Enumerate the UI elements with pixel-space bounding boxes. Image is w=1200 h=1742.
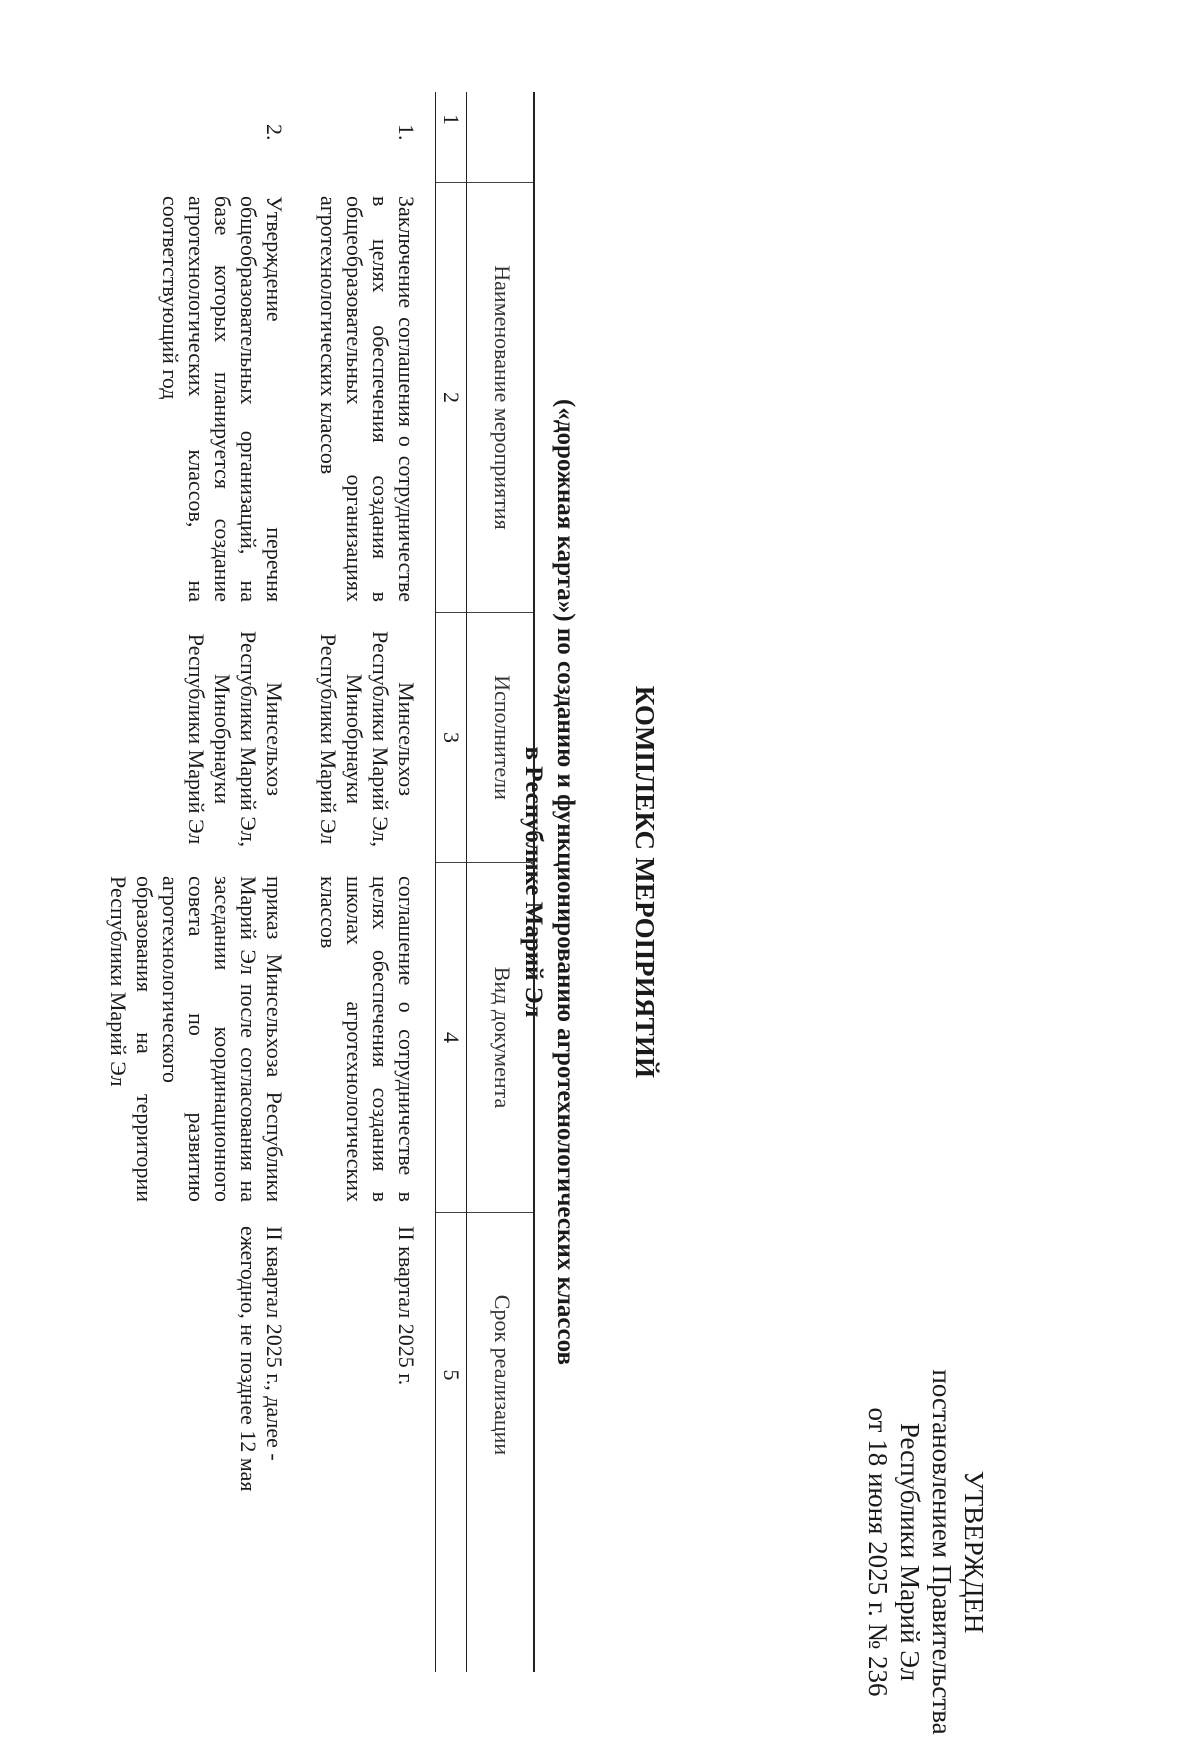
table-row <box>93 92 303 1672</box>
row-number: 1. <box>394 124 419 141</box>
table-column-numbers-row <box>435 92 466 1672</box>
column-number-5: 5 <box>436 1212 466 1537</box>
approval-stamp-block <box>862 1362 990 1742</box>
row-doc-type: соглашение о сотрудничестве в целях обеспечения создания в школах агротехнологических классов <box>316 876 419 1202</box>
approval-line-republic: Республики Марий Эл <box>895 1422 925 1682</box>
measures-table <box>93 92 535 1672</box>
header-cell-term: Срок реализации <box>467 1212 533 1537</box>
approval-title: УТВЕРЖДЕН <box>959 1470 989 1634</box>
row-number: 2. <box>262 124 287 141</box>
column-number-3: 3 <box>436 612 466 862</box>
row-measure-name: Заключение соглашения о сотрудничестве в целях обеспечения создания в общеобразовательных организациях агротехнологических классов <box>316 196 419 602</box>
header-cell-num <box>467 92 533 182</box>
row-doc-type: приказ Минсельхоза Республики Марий Эл после согласования на заседании координационного совета по развитию агротехнологического образования на территории Республики Марий Эл <box>106 876 287 1202</box>
row-term: II квартал 2025 г. <box>394 1226 419 1386</box>
row-measure-name: Утверждение перечня общеобразовательных организаций, на базе которых планируется создание агротехнологических классов, на соответствующий год <box>158 196 287 602</box>
table-row <box>303 92 435 1672</box>
document-title: КОМПЛЕКС МЕРОПРИЯТИЙ <box>630 685 660 1079</box>
table-header-row <box>466 92 535 1672</box>
row-executors: Минсельхоз Республики Марий Эл, Минобрнауки Республики Марий Эл <box>184 631 287 847</box>
rotated-page-content <box>100 92 1150 1735</box>
column-number-4: 4 <box>436 862 466 1212</box>
row-term: II квартал 2025 г., далее - ежегодно, не позднее 12 мая <box>236 1226 287 1492</box>
column-number-1: 1 <box>439 114 464 125</box>
subtitle-line-1: («дорожная карта») по созданию и функционированию агротехнологических классов <box>552 399 579 1365</box>
approval-line-date: от 18 июня 2025 г. № 236 <box>863 1407 893 1697</box>
column-number-2: 2 <box>436 182 466 612</box>
header-cell-executors: Исполнители <box>467 612 533 862</box>
header-cell-name: Наименование мероприятия <box>467 182 533 612</box>
approval-line-decree: постановлением Правительства <box>927 1369 957 1735</box>
subtitle-line-2: в Республике Марий Эл <box>520 746 547 1018</box>
document-heading <box>517 92 680 1672</box>
row-executors: Минсельхоз Республики Марий Эл, Минобрнауки Республики Марий Эл <box>316 631 419 847</box>
header-cell-doc-type: Вид документа <box>467 862 533 1212</box>
